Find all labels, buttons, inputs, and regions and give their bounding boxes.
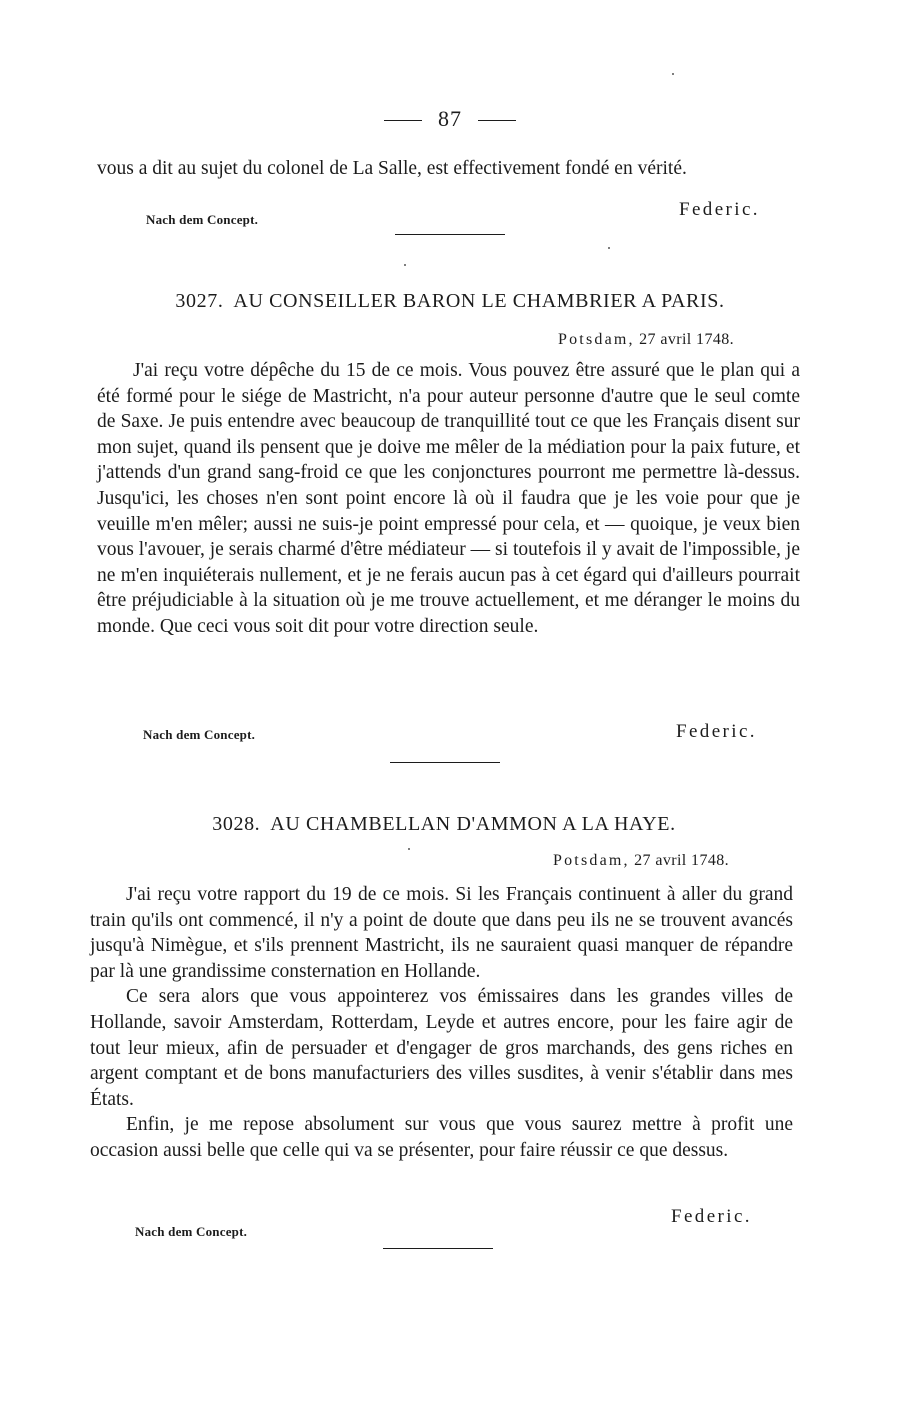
dateline xyxy=(558,331,734,349)
dateline-place: Potsdam, xyxy=(553,852,630,869)
scan-speck xyxy=(608,247,610,249)
dateline-date: 27 avril 1748. xyxy=(634,852,730,869)
section-divider xyxy=(390,762,500,763)
dateline-date: 27 avril 1748. xyxy=(639,331,735,348)
letter-heading xyxy=(0,813,894,836)
letter-number: 3027. xyxy=(175,290,224,312)
source-note: Nach dem Concept. xyxy=(146,212,259,227)
source-note: Nach dem Concept. xyxy=(135,1224,248,1239)
scan-speck xyxy=(672,73,674,75)
continuation-text xyxy=(97,156,800,182)
letter-body xyxy=(90,882,793,1164)
source-note: Nach dem Concept. xyxy=(143,727,256,742)
signature: Federic. xyxy=(671,1206,752,1227)
signature: Federic. xyxy=(679,199,760,220)
folio-dash-right xyxy=(478,120,516,121)
dateline-place: Potsdam, xyxy=(558,331,635,348)
letter-body xyxy=(97,358,800,640)
letter-paragraph: Enfin, je me repose absolument sur vous que vous saurez mettre à profit une occasion aussi belle que celle qui va se présenter, pour faire réussir ce que dessus. xyxy=(90,1114,793,1161)
letter-number: 3028. xyxy=(212,813,261,835)
scan-speck xyxy=(408,848,410,850)
letter-title: AU CHAMBELLAN D'AMMON A LA HAYE. xyxy=(270,813,676,835)
scan-speck xyxy=(404,264,406,266)
section-divider xyxy=(395,234,505,235)
dateline xyxy=(553,852,729,870)
letter-paragraph: J'ai reçu votre dépêche du 15 de ce mois. Vous pouvez être assuré que le plan qui a été formé pour le siége de Mastricht, n'a pour auteur personne d'autre que le seul comte de Saxe. Je puis entendre avec beaucoup de tranquillité tout ce que les Français disent sur mon sujet, quand ils pensent que je doive me mêler de la médiation pour la paix future, et j'attends d'un grand sang-froid ce que les conjonctures pourront me permettre là-dessus. Jusqu'ici, les choses n'en sont point encore là où il faudra que je les voie pour que je veuille m'en mêler; aussi ne suis-je point empressé pour cela, et — quoique, je veux bien vous l'avouer, je serais charmé d'être médiateur — si toutefois il y avait de l'impossible, je ne m'en inquiéterais nullement, et je ne ferais aucun pas à cet égard qui d'ailleurs pourrait être préjudiciable à la situation où je me trouve actuellement, et me déranger le moins du monde. Que ceci vous soit dit pour votre direction seule. xyxy=(97,360,800,637)
folio-dash-left xyxy=(384,120,422,121)
section-divider xyxy=(383,1248,493,1249)
letter-heading xyxy=(0,290,900,313)
letter-paragraph: J'ai reçu votre rapport du 19 de ce mois. Si les Français continuent à aller du grand train qu'ils ont commencé, il n'y a point de doute que dans peu ils ne se trouvent avancés jusqu'à Nimègue, et s'ils prennent Mastricht, ils ne sauraient quasi manquer de répandre par là une grandissime consternation en Hollande. xyxy=(90,884,793,982)
letter-title: AU CONSEILLER BARON LE CHAMBRIER A PARIS. xyxy=(233,290,725,312)
signature: Federic. xyxy=(676,721,757,742)
page-number-value: 87 xyxy=(438,106,462,131)
continuation-paragraph: vous a dit au sujet du colonel de La Salle, est effectivement fondé en vérité. xyxy=(97,158,687,179)
letter-paragraph: Ce sera alors que vous appointerez vos émissaires dans les grandes villes de Hollande, savoir Amsterdam, Rotterdam, Leyde et autres encore, pour les faire agir de tout leur mieux, afin de persuader et d'engager de gros marchands, des gens riches en argent comptant et de bons manufacturiers des villes susdites, à venir s'établir dans mes États. xyxy=(90,986,793,1110)
page-number xyxy=(0,106,900,132)
